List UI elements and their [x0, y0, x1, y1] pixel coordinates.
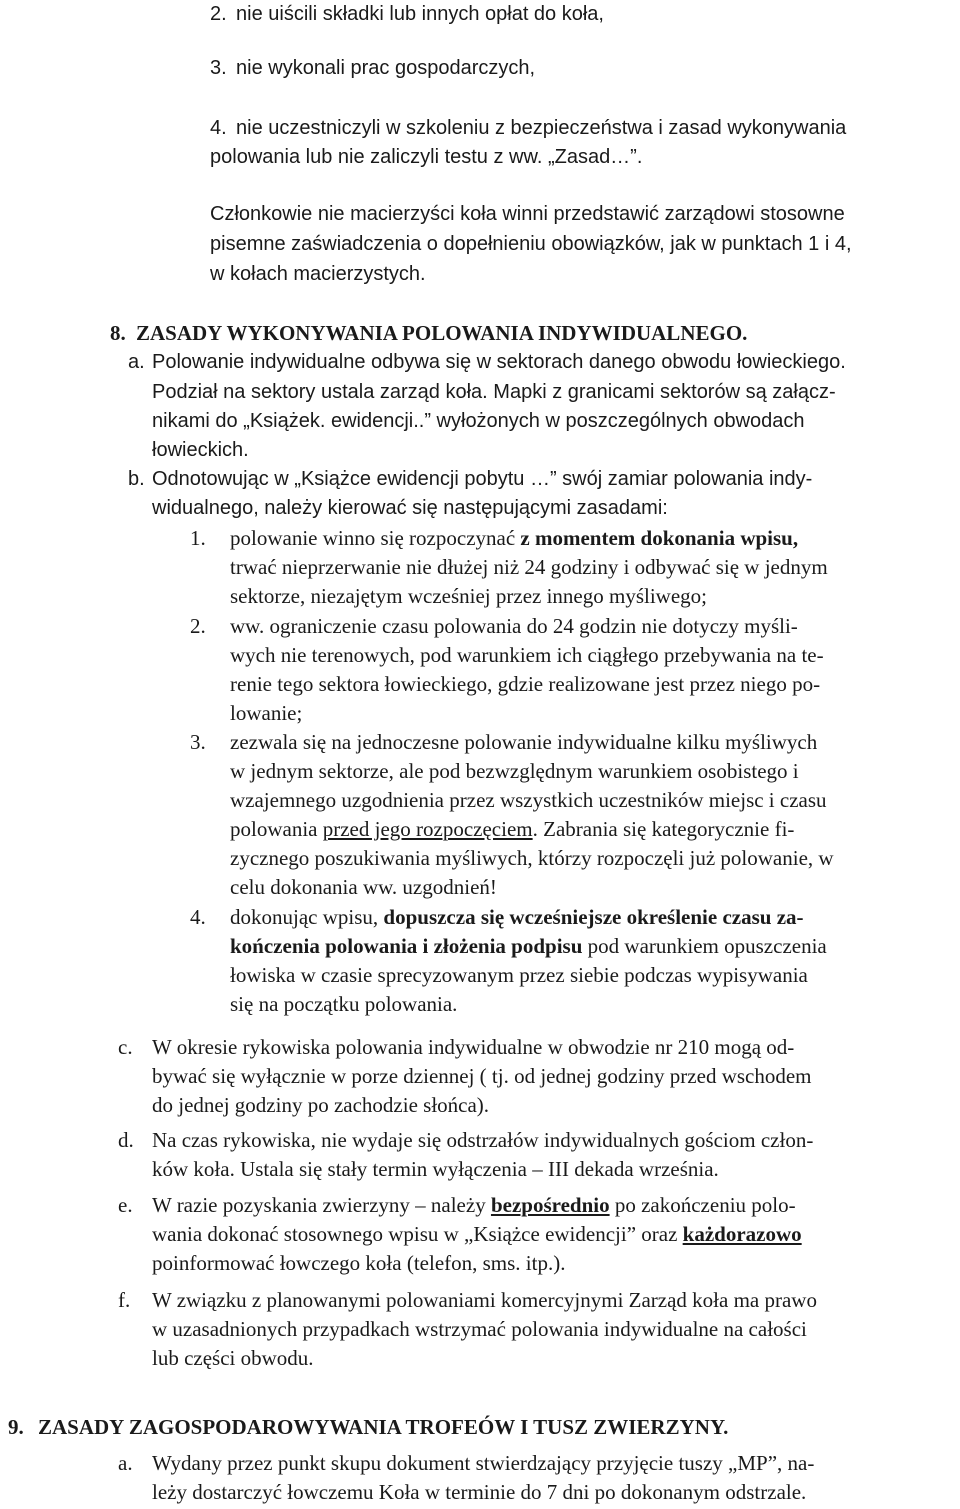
item-line: lub części obwodu. [152, 1346, 314, 1370]
list-marker: 3. [210, 57, 227, 79]
item-line [152, 1193, 796, 1217]
rule-emphasis: z momentem dokonania wpisu, [520, 526, 799, 550]
item-text: po zakończeniu polo- [609, 1193, 796, 1217]
item-text: wania dokonać stosownego wpisu w „Książce ewidencji” oraz [152, 1222, 683, 1246]
list-item-line: nie wykonali prac gospodarczych, [236, 57, 536, 79]
item-emphasis: każdorazowo [682, 1222, 802, 1246]
item-line: W okresie rykowiska polowania indywidualne w obwodzie nr 210 mogą od- [152, 1035, 795, 1059]
list-item-line: nie uiścili składki lub innych opłat do koła, [236, 3, 604, 25]
item-marker: d. [118, 1128, 134, 1152]
item-line: Odnotowując w „Książce ewidencji pobytu …” swój zamiar polowania indy- [152, 468, 813, 490]
rule-line: ww. ograniczenie czasu polowania do 24 godzin nie dotyczy myśli- [230, 614, 798, 638]
rule-line: w jednym sektorze, ale pod bezwzględnym warunkiem osobistego i [230, 759, 799, 783]
item-line: ków koła. Ustala się stały termin wyłączenia – III dekada września. [152, 1157, 719, 1181]
rule-line: wzajemnego uzgodnienia przez wszystkich uczestników miejsc i czasu [230, 788, 827, 812]
rule-line [230, 905, 804, 929]
section-title: ZASADY ZAGOSPODAROWYWANIA TROFEÓW I TUSZ ZWIERZYNY. [38, 1415, 729, 1439]
item-line: widualnego, należy kierować się następującymi zasadami: [152, 497, 668, 519]
rule-line: zezwala się na jednoczesne polowanie indywidualne kilku myśliwych [230, 730, 818, 754]
item-line: poinformować łowczego koła (telefon, sms. itp.). [152, 1251, 566, 1275]
rule-text: polowanie winno się rozpoczynać [230, 526, 521, 550]
rule-marker: 4. [190, 905, 206, 929]
rule-line: się na początku polowania. [230, 992, 458, 1016]
item-line: Polowanie indywidualne odbywa się w sektorach danego obwodu łowieckiego. [152, 351, 846, 373]
item-marker: c. [118, 1035, 133, 1059]
item-marker: e. [118, 1193, 133, 1217]
section-number: 9. [8, 1415, 24, 1439]
rule-line: trwać nieprzerwanie nie dłużej niż 24 godziny i odbywać się w jednym [230, 555, 828, 579]
rule-emphasis: dopuszcza się wcześniejsze określenie czasu za- [383, 905, 804, 929]
list-marker: 2. [210, 3, 227, 25]
item-line: Na czas rykowiska, nie wydaje się odstrzałów indywidualnych gościom człon- [152, 1128, 814, 1152]
item-line: bywać się wyłącznie w porze dziennej ( tj. od jednej godziny przed wschodem [152, 1064, 812, 1088]
rule-line: zycznego poszukiwania myśliwych, którzy rozpoczęli już polowanie, w [230, 846, 834, 870]
item-line [152, 1222, 802, 1246]
members-note-line: Członkowie nie macierzyści koła winni przedstawić zarządowi stosowne [210, 203, 845, 225]
item-line: łowieckich. [152, 439, 249, 461]
rule-line: celu dokonania ww. uzgodnień! [230, 875, 497, 899]
rule-text: . Zabrania się kategorycznie fi- [532, 817, 795, 841]
rule-line: łowiska w czasie sprecyzowanym przez siebie podczas wypisywania [230, 963, 808, 987]
rule-text: polowania [230, 817, 323, 841]
item-line: w uzasadnionych przypadkach wstrzymać polowania indywidualne na całości [152, 1317, 807, 1341]
rule-line: sektorze, niezajętym wcześniej przez innego myśliwego; [230, 584, 707, 608]
list-item-line: polowania lub nie zaliczyli testu z ww. „Zasad…”. [210, 146, 643, 168]
item-line: do jednej godziny po zachodzie słońca). [152, 1093, 490, 1117]
item-emphasis: bezpośrednio [490, 1193, 610, 1217]
rule-line [230, 817, 794, 841]
rule-underlined: przed jego rozpoczęciem [322, 817, 533, 841]
item-line: nikami do „Książek. ewidencji..” wyłożonych w poszczególnych obwodach [152, 410, 805, 432]
item-marker: a. [128, 351, 145, 373]
rule-marker: 2. [190, 614, 206, 638]
members-note-line: pisemne zaświadczenia o dopełnieniu obowiązków, jak w punktach 1 i 4, [210, 233, 852, 255]
list-marker: 4. [210, 117, 227, 139]
item-marker: a. [118, 1451, 133, 1475]
rule-line: lowanie; [230, 701, 303, 725]
item-line: W związku z planowanymi polowaniami komercyjnymi Zarząd koła ma prawo [152, 1288, 817, 1312]
list-item-line: nie uczestniczyli w szkoleniu z bezpieczeństwa i zasad wykonywania [236, 117, 847, 139]
members-note-line: w kołach macierzystych. [210, 263, 426, 285]
rule-text: pod warunkiem opuszczenia [582, 934, 827, 958]
rule-emphasis: kończenia polowania i złożenia podpisu [230, 934, 583, 958]
rule-marker: 3. [190, 730, 206, 754]
section-title: ZASADY WYKONYWANIA POLOWANIA INDYWIDUALNEGO. [136, 321, 748, 345]
rule-line: wych nie terenowych, pod warunkiem ich ciągłego przebywania na te- [230, 643, 824, 667]
rule-text: dokonując wpisu, [230, 905, 384, 929]
item-marker: b. [128, 468, 145, 490]
rule-line [230, 934, 827, 958]
item-line: Wydany przez punkt skupu dokument stwierdzający przyjęcie tuszy „MP”, na- [152, 1451, 815, 1475]
item-line: Podział na sektory ustala zarząd koła. Mapki z granicami sektorów są załącz- [152, 381, 836, 403]
section-number: 8. [110, 321, 126, 345]
item-text: W razie pozyskania zwierzyny – należy [152, 1193, 491, 1217]
item-marker: f. [118, 1288, 131, 1312]
rule-line: renie tego sektora łowieckiego, gdzie realizowane jest przez niego po- [230, 672, 821, 696]
rule-marker: 1. [190, 526, 206, 550]
item-line: leży dostarczyć łowczemu Koła w terminie do 7 dni po dokonanym odstrzale. [152, 1480, 807, 1504]
rule-line [230, 526, 798, 550]
